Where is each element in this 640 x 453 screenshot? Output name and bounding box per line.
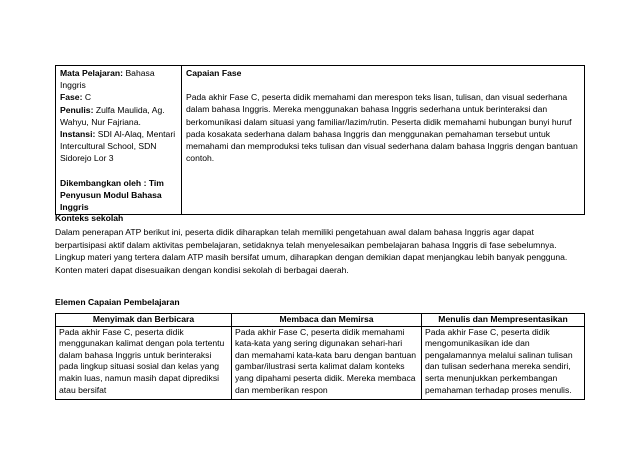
authors-line <box>60 104 177 128</box>
subject-label: Mata Pelajaran: <box>60 68 124 78</box>
capaian-fase-cell <box>182 66 585 215</box>
info-left-cell <box>56 66 182 215</box>
column-header-menulis: Menulis dan Mempresentasikan <box>422 314 585 327</box>
developer-text: Dikembangkan oleh : Tim Penyusun Modul Bahasa Inggris <box>60 177 164 213</box>
column-header-membaca: Membaca dan Memirsa <box>232 314 422 327</box>
cell-membaca: Pada akhir Fase C, peserta didik memahami kata-kata yang sering digunakan sehari-hari dan memahami kata-kata baru dengan bantuan gambar/ilustrasi serta kalimat dalam konteks yang dipahami peserta didik. Mereka membaca dan memberikan respon <box>232 326 422 399</box>
authors-value: Zulfa Maulida, Ag. Wahyu, Nur Fajriana. <box>60 104 165 127</box>
elemen-heading: Elemen Capaian Pembelajaran <box>55 297 180 307</box>
institution-line <box>60 128 177 165</box>
capaian-fase-body: Pada akhir Fase C, peserta didik memahami dan merespon teks lisan, tulisan, dan visual sederhana dalam bahasa Inggris. Mereka menggunakan bahasa Inggris sederhana untuk berinteraksi dan berkomunikasi dalam situasi yang familiar/lazim/rutin. Peserta didik memahami hubungan bunyi huruf pada kosakata sederhana dalam bahasa Inggris dan menggunakan pemahaman tersebut untuk memahami dan memproduksi teks tulisan dan visual sederhana dalam bahasa Inggris dengan bantuan contoh. <box>186 92 578 164</box>
phase-line <box>60 91 177 103</box>
subject-value: Bahasa Inggris <box>60 68 155 91</box>
institution-label: Instansi: <box>60 129 96 140</box>
elemen-table <box>55 313 585 400</box>
capaian-fase-heading: Capaian Fase <box>186 68 242 78</box>
institution-value: SDI Al-Alaq, Mentari Intercultural School, SDN Sidorejo Lor 3 <box>60 129 176 164</box>
cell-menyimak: Pada akhir Fase C, peserta didik menggunakan kalimat dengan pola tertentu dalam bahasa Inggris untuk berinteraksi pada lingkup situasi sosial dan kelas yang makin luas, namun masih dapat diprediksi atau bersifat <box>56 326 232 399</box>
column-header-menyimak: Menyimak dan Berbicara <box>56 314 232 327</box>
konteks-heading: Konteks sekolah <box>55 213 124 223</box>
phase-label: Fase: <box>60 92 83 103</box>
phase-value: C <box>84 92 92 103</box>
konteks-paragraph: Dalam penerapan ATP berikut ini, peserta didik diharapkan telah memiliki pengetahuan awal dalam bahasa Inggris agar dapat berpartisipasi aktif dalam aktivitas pembelajaran, setidaknya telah menyelesaikan pembelajaran bahasa Inggris di fase sebelumnya. Lingkup materi yang tertera dalam ATP masih bersifat umum, diharapkan dengan demikian dapat menjangkau lebih banyak pengguna. Konten materi dapat disesuaikan dengan kondisi sekolah di berbagai daerah. <box>55 227 568 275</box>
elemen-header-row <box>56 314 585 327</box>
subject-line <box>60 67 177 91</box>
authors-label: Penulis: <box>60 104 94 115</box>
info-table <box>55 65 585 215</box>
elemen-content-row <box>56 326 585 399</box>
cell-menulis: Pada akhir Fase C, peserta didik mengomunikasikan ide dan pengalamannya melalui salinan tulisan dan tulisan sederhana mereka sendiri, serta menunjukkan perkembangan pemahaman terhadap proses menulis. <box>422 326 585 399</box>
